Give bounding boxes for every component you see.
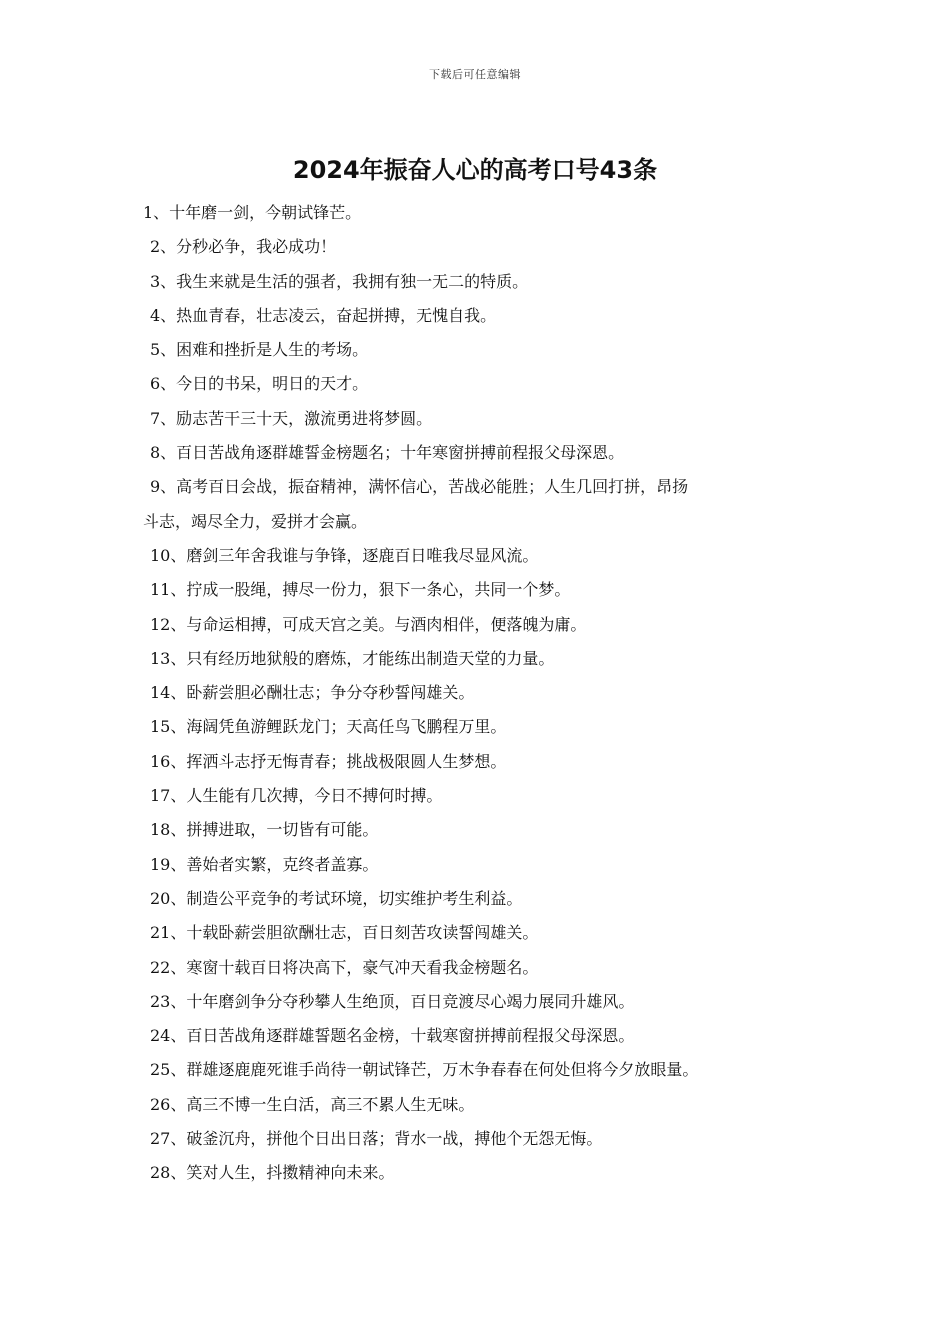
list-item: 18、拼搏进取，一切皆有可能。 [150,820,379,840]
list-item: 6、今日的书呆，明日的天才。 [150,374,369,394]
list-item: 26、高三不博一生白活，高三不累人生无味。 [150,1094,475,1114]
list-item: 5、困难和挫折是人生的考场。 [150,340,369,360]
list-item: 8、百日苦战角逐群雄誓金榜题名；十年寒窗拼搏前程报父母深恩。 [150,443,625,463]
list-item: 28、笑对人生，抖擞精神向未来。 [150,1163,395,1183]
list-item: 21、十载卧薪尝胆欲酬壮志，百日刻苦攻读誓闯雄关。 [150,923,539,943]
list-item: 25、群雄逐鹿鹿死谁手尚待一朝试锋芒，万木争春春在何处但将今夕放眼量。 [150,1060,699,1080]
slogan-list [143,196,823,1191]
list-item: 2、分秒必争，我必成功！ [150,237,337,257]
list-item: 7、励志苦干三十天，激流勇进将梦圆。 [150,408,433,428]
list-item: 3、我生来就是生活的强者，我拥有独一无二的特质。 [150,271,529,291]
list-item: 23、十年磨剑争分夺秒攀人生绝顶，百日竞渡尽心竭力展同升雄风。 [150,991,635,1011]
list-item: 27、破釜沉舟，拼他个日出日落；背水一战，搏他个无怨无悔。 [150,1129,603,1149]
list-item: 9、高考百日会战，振奋精神，满怀信心，苦战必能胜；人生几回打拼，昂扬 [150,477,689,497]
list-item: 22、寒窗十载百日将决高下，豪气冲天看我金榜题名。 [150,957,539,977]
list-item: 13、只有经历地狱般的磨炼，才能练出制造天堂的力量。 [150,648,555,668]
list-item: 20、制造公平竞争的考试环境，切实维护考生利益。 [150,888,523,908]
list-item-continuation: 斗志，竭尽全力，爱拼才会赢。 [143,511,368,531]
list-item: 19、善始者实繁，克终者盖寡。 [150,854,379,874]
list-item: 16、挥洒斗志抒无悔青春；挑战极限圆人生梦想。 [150,751,507,771]
list-item: 15、海阔凭鱼游鲤跃龙门；天高任鸟飞鹏程万里。 [150,717,507,737]
list-item: 11、拧成一股绳，搏尽一份力，狠下一条心，共同一个梦。 [150,580,571,600]
list-item: 10、磨剑三年舍我谁与争锋，逐鹿百日唯我尽显风流。 [150,545,539,565]
list-item: 12、与命运相搏，可成天宫之美。与酒肉相伴，便落魄为庸。 [150,614,587,634]
document-title: 2024年振奋人心的高考口号43条 [292,156,658,184]
list-item: 24、百日苦战角逐群雄誓题名金榜，十载寒窗拼搏前程报父母深恩。 [150,1026,635,1046]
page-header-note: 下载后可任意编辑 [429,68,521,81]
list-item: 1、十年磨一剑，今朝试锋芒。 [143,203,362,222]
list-item: 4、热血青春，壮志凌云，奋起拼搏，无愧自我。 [150,305,497,325]
list-item: 14、卧薪尝胆必酬壮志；争分夺秒誓闯雄关。 [150,683,475,703]
list-item: 17、人生能有几次搏，今日不搏何时搏。 [150,786,443,806]
